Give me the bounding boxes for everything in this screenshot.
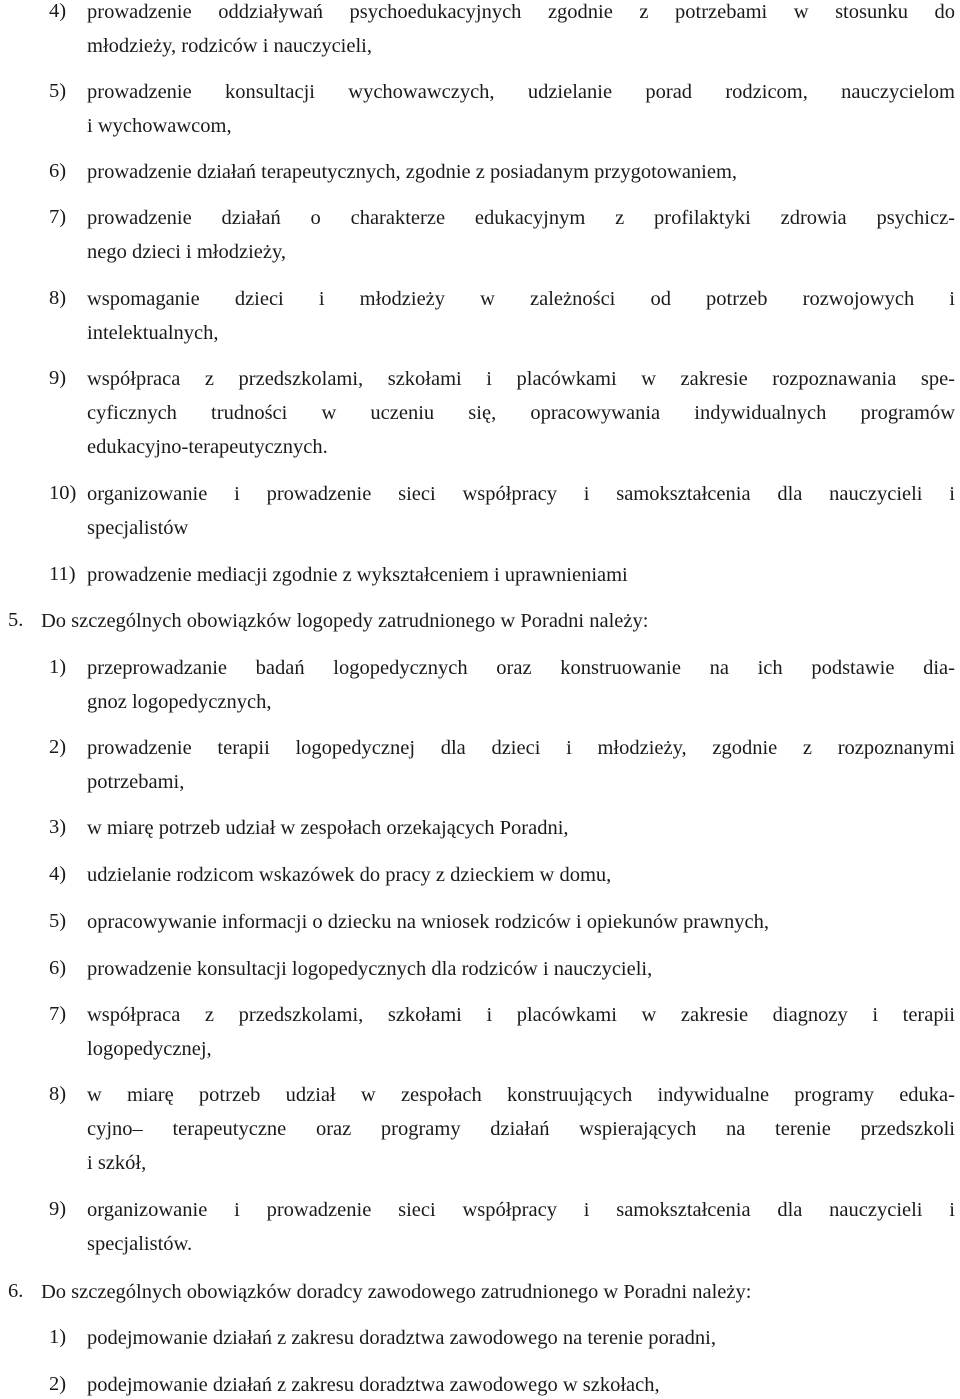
item-text-line: prowadzenie działań o charakterze edukacyjnym z profilaktyki zdrowia psychicz- bbox=[87, 207, 955, 229]
section-title: Do szczególnych obowiązków logopedy zatrudnionego w Poradni należy: bbox=[41, 610, 649, 632]
item-number: 6) bbox=[49, 957, 67, 979]
item-number: 10) bbox=[49, 482, 77, 504]
item-text-line: opracowywanie informacji o dziecku na wniosek rodziców i opiekunów prawnych, bbox=[87, 911, 769, 933]
item-number: 6) bbox=[49, 160, 67, 182]
item-number: 2) bbox=[49, 736, 67, 758]
item-text-line: organizowanie i prowadzenie sieci współpracy i samokształcenia dla nauczycieli i bbox=[87, 483, 955, 505]
item-number: 8) bbox=[49, 1083, 67, 1105]
item-text-line: cyficznych trudności w uczeniu się, opracowywania indywidualnych programów bbox=[87, 402, 955, 424]
item-text-line: nego dzieci i młodzieży, bbox=[87, 241, 287, 263]
item-text-line: cyjno– terapeutyczne oraz programy działań wspierających na terenie przedszkoli bbox=[87, 1118, 955, 1140]
item-text-line: prowadzenie oddziaływań psychoedukacyjnych zgodnie z potrzebami w stosunku do bbox=[87, 1, 955, 23]
item-text-line: specjalistów bbox=[87, 517, 189, 539]
item-number: 5) bbox=[49, 910, 67, 932]
item-text-line: młodzieży, rodziców i nauczycieli, bbox=[87, 35, 372, 57]
item-text-line: wspomaganie dzieci i młodzieży w zależności od potrzeb rozwojowych i bbox=[87, 288, 955, 310]
item-number: 3) bbox=[49, 816, 67, 838]
item-text-line: specjalistów. bbox=[87, 1233, 193, 1255]
item-number: 8) bbox=[49, 287, 67, 309]
item-number: 4) bbox=[49, 863, 67, 885]
item-text-line: edukacyjno-terapeutycznych. bbox=[87, 436, 328, 458]
item-text-line: i szkół, bbox=[87, 1152, 147, 1174]
item-text-line: prowadzenie działań terapeutycznych, zgodnie z posiadanym przygotowaniem, bbox=[87, 161, 738, 183]
item-number: 9) bbox=[49, 1198, 67, 1220]
item-text-line: udzielanie rodzicom wskazówek do pracy z dzieckiem w domu, bbox=[87, 864, 612, 886]
item-text-line: współpraca z przedszkolami, szkołami i placówkami w zakresie rozpoznawania spe- bbox=[87, 368, 955, 390]
item-number: 2) bbox=[49, 1373, 67, 1395]
item-number: 1) bbox=[49, 1326, 67, 1348]
item-text-line: współpraca z przedszkolami, szkołami i placówkami w zakresie diagnozy i terapii bbox=[87, 1004, 955, 1026]
item-number: 7) bbox=[49, 206, 67, 228]
item-number: 5) bbox=[49, 80, 67, 102]
item-text-line: i wychowawcom, bbox=[87, 115, 232, 137]
item-text-line: prowadzenie terapii logopedycznej dla dzieci i młodzieży, zgodnie z rozpoznanymi bbox=[87, 737, 955, 759]
item-text-line: prowadzenie mediacji zgodnie z wykształceniem i uprawnieniami bbox=[87, 564, 628, 586]
item-text-line: intelektualnych, bbox=[87, 322, 219, 344]
item-number: 1) bbox=[49, 656, 67, 678]
section-number: 6. bbox=[8, 1280, 24, 1302]
item-text-line: przeprowadzanie badań logopedycznych oraz konstruowanie na ich podstawie dia- bbox=[87, 657, 955, 679]
item-text-line: prowadzenie konsultacji wychowawczych, udzielanie porad rodzicom, nauczycielom bbox=[87, 81, 955, 103]
item-text-line: gnoz logopedycznych, bbox=[87, 691, 272, 713]
item-number: 4) bbox=[49, 0, 67, 22]
item-number: 9) bbox=[49, 367, 67, 389]
item-text-line: prowadzenie konsultacji logopedycznych dla rodziców i nauczycieli, bbox=[87, 958, 653, 980]
item-text-line: w miarę potrzeb udział w zespołach orzekających Poradni, bbox=[87, 817, 569, 839]
item-number: 11) bbox=[49, 563, 76, 585]
item-text-line: organizowanie i prowadzenie sieci współpracy i samokształcenia dla nauczycieli i bbox=[87, 1199, 955, 1221]
item-text-line: potrzebami, bbox=[87, 771, 185, 793]
section-title: Do szczególnych obowiązków doradcy zawodowego zatrudnionego w Poradni należy: bbox=[41, 1281, 752, 1303]
item-text-line: podejmowanie działań z zakresu doradztwa zawodowego na terenie poradni, bbox=[87, 1327, 716, 1349]
item-text-line: w miarę potrzeb udział w zespołach konstruujących indywidualne programy eduka- bbox=[87, 1084, 955, 1106]
section-number: 5. bbox=[8, 609, 24, 631]
item-text-line: logopedycznej, bbox=[87, 1038, 212, 1060]
item-number: 7) bbox=[49, 1003, 67, 1025]
item-text-line: podejmowanie działań z zakresu doradztwa zawodowego w szkołach, bbox=[87, 1374, 660, 1396]
